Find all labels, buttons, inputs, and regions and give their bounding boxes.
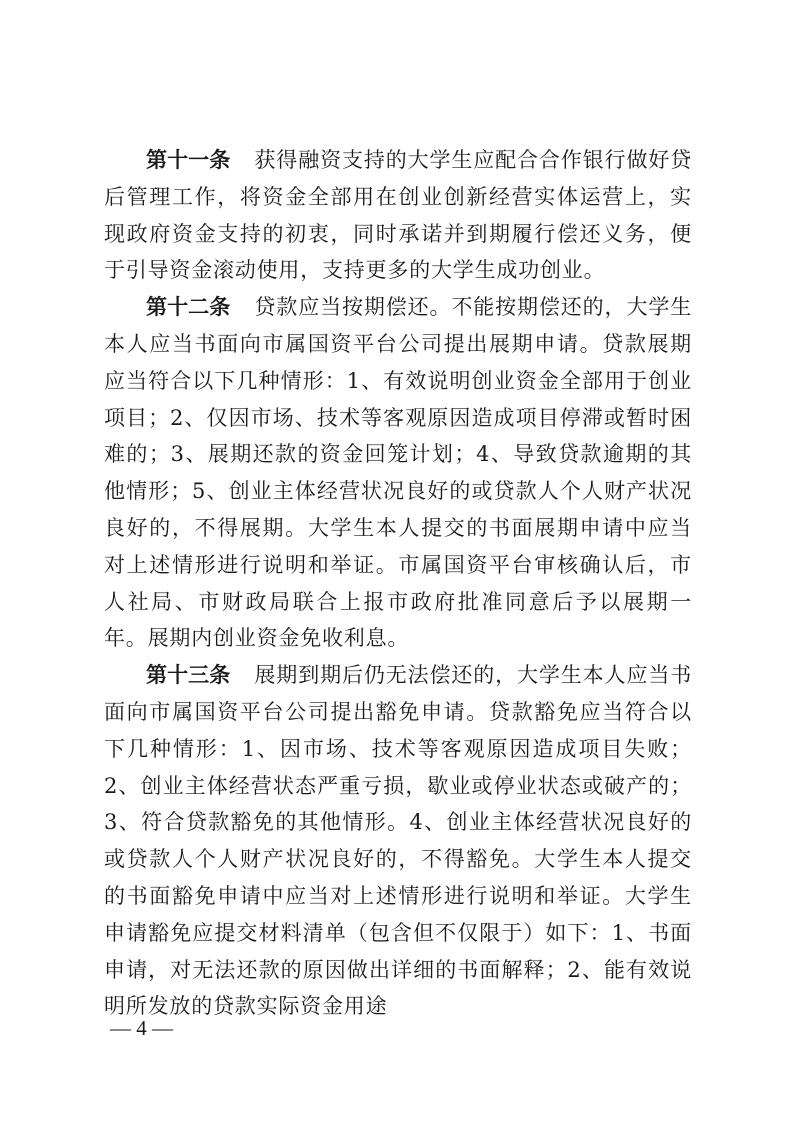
article-13-heading: 第十三条	[146, 663, 231, 688]
article-11-heading: 第十一条	[146, 148, 231, 172]
article-13-text: 展期到期后仍无法偿还的，大学生本人应当书面向市属国资平台公司提出豁免申请。贷款豁免应当符合以下几种情形：1、因市场、技术等客观原因造成项目失败；2、创业主体经营状态严重亏损，歇业或停业状态或破产的；3、符合贷款豁免的其他情形。4、创业主体经营状况良好的或贷款人个人财产状况良好的，不得豁免。大学生本人提交的书面豁免申请中应当对上述情形进行说明和举证。大学生申请豁免应提交材料清单（包含但不仅限于）如下：1、书面申请，对无法还款的原因做出详细的书面解释；2、能有效说明所发放的贷款实际资金用途	[104, 663, 693, 1019]
article-12-text: 贷款应当按期偿还。不能按期偿还的，大学生本人应当书面向市属国资平台公司提出展期申请。贷款展期应当符合以下几种情形：1、有效说明创业资金全部用于创业项目；2、仅因市场、技术等客观原因造成项目停滞或暂时困难的；3、展期还款的资金回笼计划；4、导致贷款逾期的其他情形；5、创业主体经营状况良好的或贷款人个人财产状况良好的，不得展期。大学生本人提交的书面展期申请中应当对上述情形进行说明和举证。市属国资平台审核确认后，市人社局、市财政局联合上报市政府批准同意后予以展期一年。展期内创业资金免收利息。	[104, 295, 693, 651]
article-11-paragraph	[104, 142, 692, 289]
document-body	[104, 142, 692, 1025]
page-number: — 4 —	[110, 1016, 173, 1040]
article-12-heading: 第十二条	[146, 295, 231, 320]
article-11-text: 获得融资支持的大学生应配合合作银行做好贷后管理工作，将资金全部用在创业创新经营实体运营上，实现政府资金支持的初衷，同时承诺并到期履行偿还义务，便于引导资金滚动使用，支持更多的大学生成功创业。	[104, 148, 693, 283]
article-12-paragraph	[104, 289, 692, 657]
article-13-paragraph	[104, 657, 692, 1025]
